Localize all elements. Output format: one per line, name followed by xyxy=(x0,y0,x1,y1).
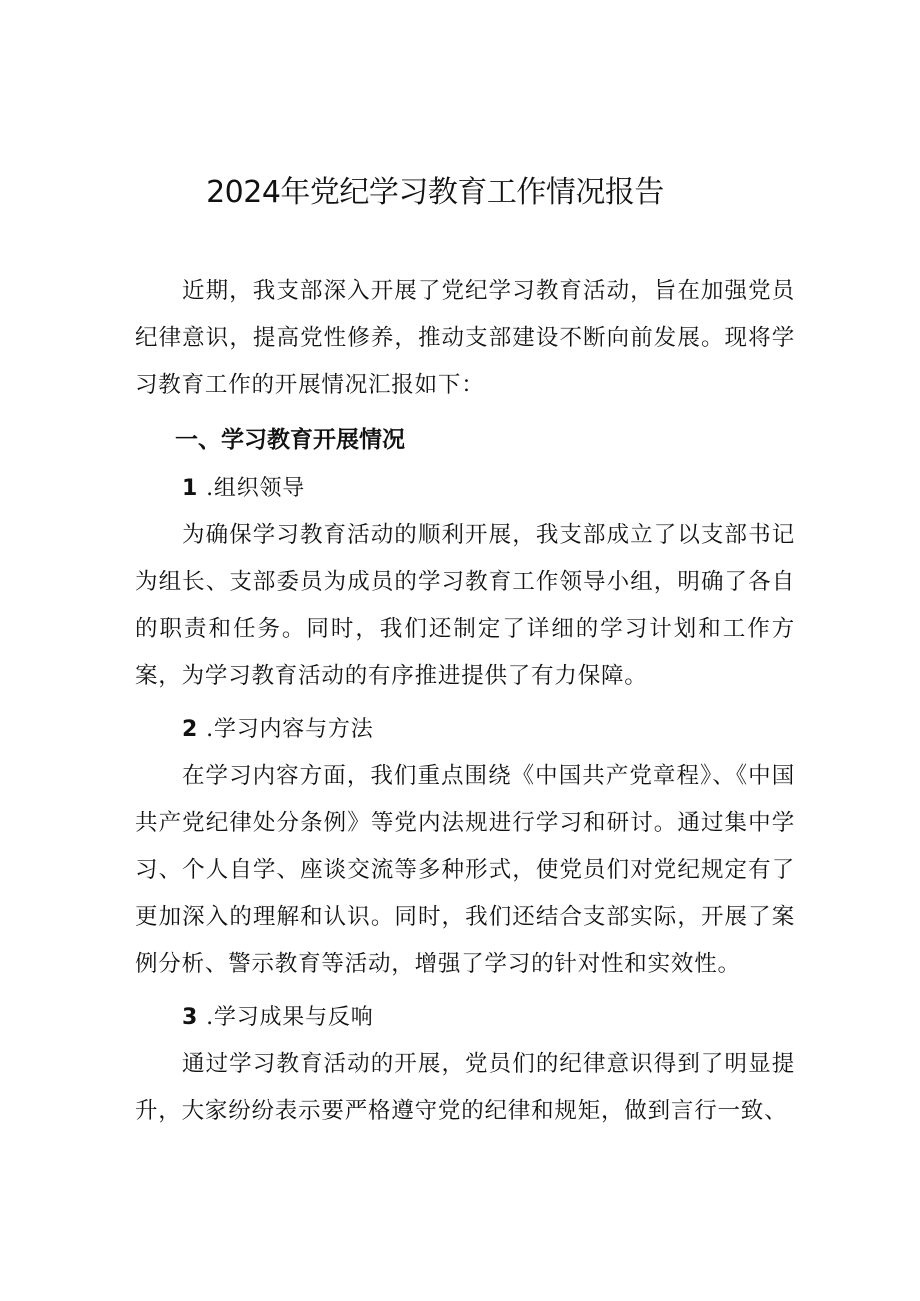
subsection-number: 3 xyxy=(182,1005,199,1030)
subsection-number: 1 xyxy=(182,476,199,501)
subsection-label: .学习成果与反响 xyxy=(206,1005,374,1030)
subsection-paragraph-3: 通过学习教育活动的开展，党员们的纪律意识得到了明显提升，大家纷纷表示要严格遵守党的纪律和规矩，做到言行一致、 xyxy=(135,1051,795,1124)
subsection-heading-2 xyxy=(135,706,795,753)
intro-paragraph: 近期，我支部深入开展了党纪学习教育活动，旨在加强党员纪律意识，提高党性修养，推动支部建设不断向前发展。现将学习教育工作的开展情况汇报如下： xyxy=(135,278,795,398)
subsection-paragraph-1: 为确保学习教育活动的顺利开展，我支部成立了以支部书记为组长、支部委员为成员的学习教育工作领导小组，明确了各自的职责和任务。同时，我们还制定了详细的学习计划和工作方案，为学习教育活动的有序推进提供了有力保障。 xyxy=(135,522,795,689)
subsection-label: .学习内容与方法 xyxy=(206,717,374,742)
section-heading: 一、学习教育开展情况 xyxy=(175,427,405,453)
subsection-heading-1 xyxy=(135,465,795,512)
subsection-paragraph-2: 在学习内容方面，我们重点围绕《中国共产党章程》、《中国共产党纪律处分条例》等党内法规进行学习和研讨。通过集中学习、个人自学、座谈交流等多种形式，使党员们对党纪规定有了更加深入的理解和认识。同时，我们还结合支部实际，开展了案例分析、警示教育等活动，增强了学习的针对性和实效性。 xyxy=(135,763,795,977)
subsection-heading-3 xyxy=(135,994,795,1041)
document-body xyxy=(135,268,795,1135)
document-title: 2024年党纪学习教育工作情况报告 xyxy=(206,175,664,210)
subsection-number: 2 xyxy=(182,717,199,742)
subsection-label: .组织领导 xyxy=(206,476,306,501)
